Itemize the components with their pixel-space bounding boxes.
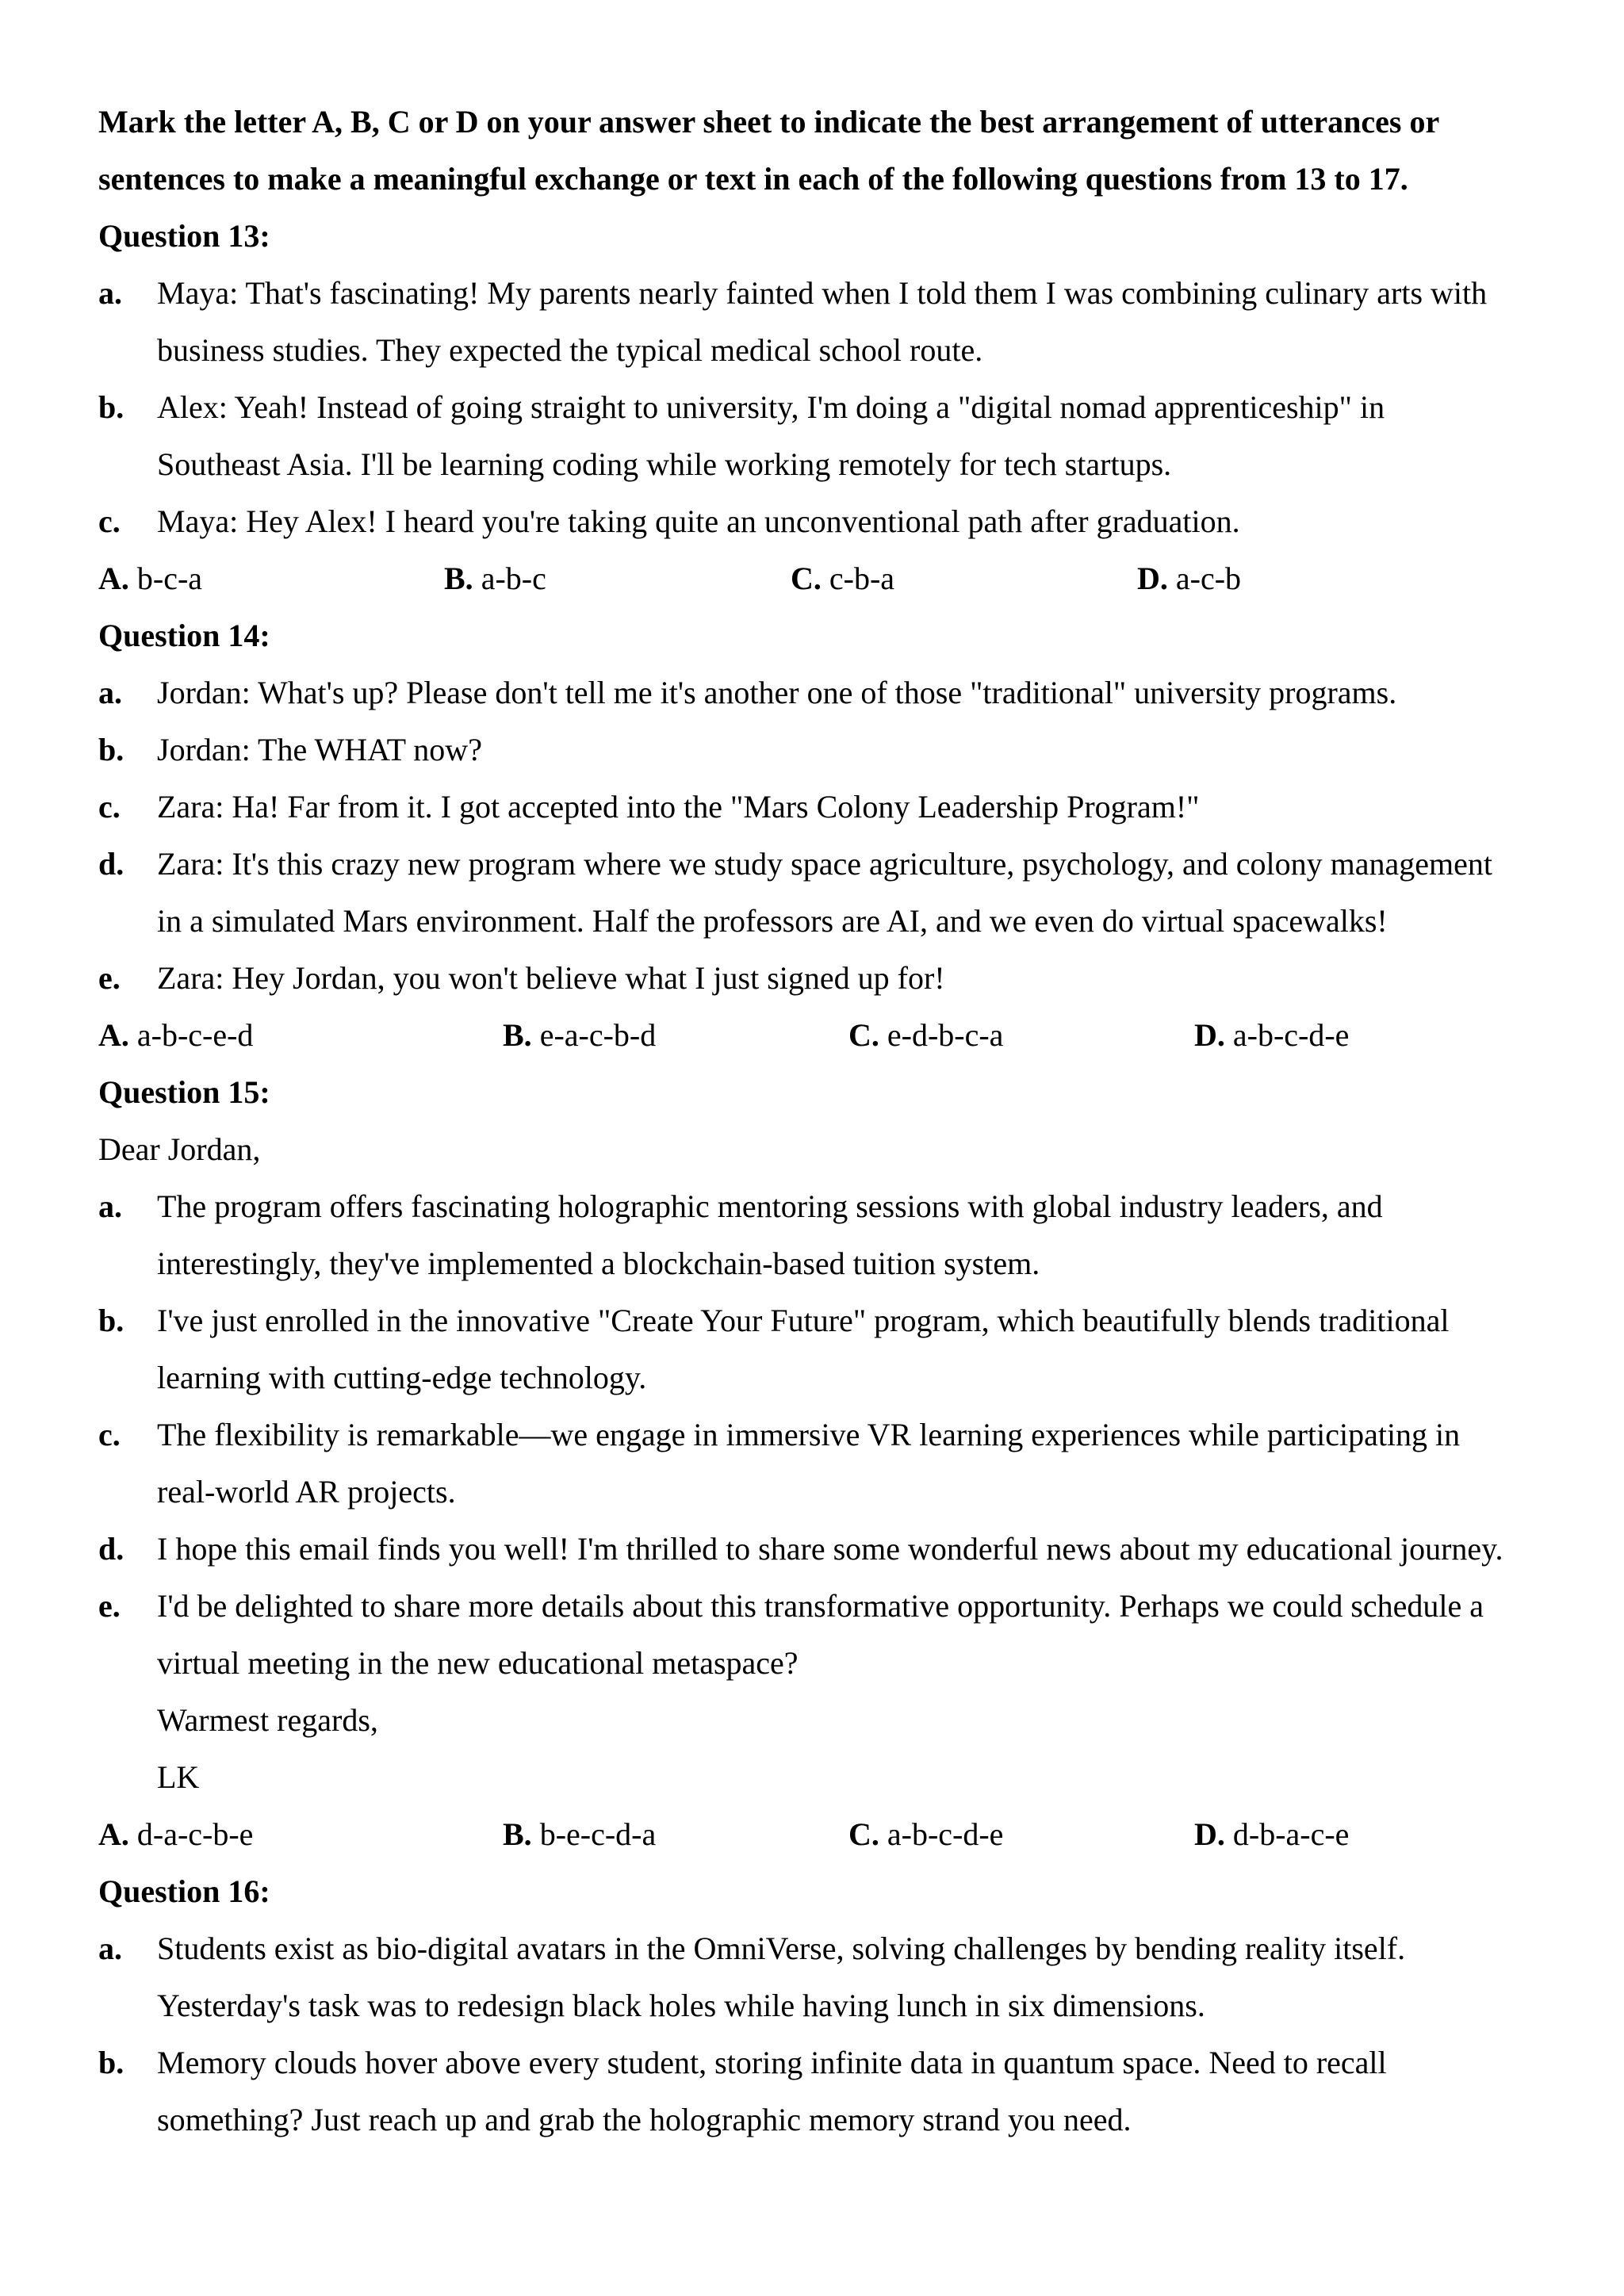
item-letter: b.	[98, 2045, 124, 2080]
letter-signature: LK	[157, 1759, 200, 1795]
item-text: Zara: Ha! Far from it. I got accepted into the "Mars Colony Leadership Program!"	[157, 789, 1200, 825]
option-letter: D.	[1194, 1017, 1225, 1053]
instruction-line-2: sentences to make a meaningful exchange or text in each of the following questions from 13 to 17.	[98, 161, 1408, 197]
item-text-cont: learning with cutting-edge technology.	[157, 1360, 647, 1395]
item-letter: a.	[98, 1931, 122, 1966]
item-letter: a.	[98, 1188, 122, 1224]
q13-item-c	[98, 493, 1549, 550]
item-text: Jordan: What's up? Please don't tell me it's another one of those "traditional" university programs.	[157, 675, 1397, 710]
option-letter: B.	[503, 1017, 532, 1053]
item-text: Students exist as bio-digital avatars in the OmniVerse, solving challenges by bending reality itself.	[157, 1931, 1406, 1966]
q14-option-b[interactable]	[503, 1007, 656, 1064]
item-text-cont: Yesterday's task was to redesign black holes while having lunch in six dimensions.	[157, 1988, 1205, 2023]
item-text: Alex: Yeah! Instead of going straight to university, I'm doing a "digital nomad apprenticeship" in	[157, 389, 1385, 425]
item-text: I hope this email finds you well! I'm thrilled to share some wonderful news about my educational journey.	[157, 1531, 1503, 1567]
option-value: e-a-c-b-d	[539, 1017, 657, 1053]
option-value: a-b-c	[481, 561, 546, 596]
option-value: a-b-c-d-e	[887, 1816, 1004, 1852]
option-value: e-d-b-c-a	[887, 1017, 1004, 1053]
q15-options	[98, 1806, 1549, 1863]
item-text-cont: interestingly, they've implemented a blockchain-based tuition system.	[157, 1246, 1040, 1281]
option-letter: B.	[444, 561, 473, 596]
q13-options	[98, 550, 1549, 607]
option-letter: C.	[848, 1816, 879, 1852]
q15-item-b	[98, 1292, 1549, 1406]
option-letter: D.	[1194, 1816, 1225, 1852]
q15-item-e	[98, 1578, 1549, 1692]
item-text: Memory clouds hover above every student, storing infinite data in quantum space. Need to recall	[157, 2045, 1387, 2080]
option-letter: A.	[98, 1816, 129, 1852]
item-letter: b.	[98, 732, 124, 767]
item-letter: d.	[98, 1531, 124, 1567]
instruction-line-1: Mark the letter A, B, C or D on your answer sheet to indicate the best arrangement of utterances or	[98, 104, 1440, 140]
option-letter: A.	[98, 561, 129, 596]
q16-item-b	[98, 2034, 1549, 2149]
q13-option-c[interactable]	[791, 550, 894, 607]
option-letter: B.	[503, 1816, 532, 1852]
q14-item-c	[98, 779, 1549, 836]
exam-page	[98, 94, 1549, 2149]
q15-item-d	[98, 1521, 1549, 1578]
question-16-title: Question 16:	[98, 1873, 270, 1909]
question-13-title: Question 13:	[98, 218, 270, 254]
item-letter: c.	[98, 789, 121, 825]
item-text-cont: Southeast Asia. I'll be learning coding while working remotely for tech startups.	[157, 446, 1172, 482]
q14-options	[98, 1007, 1549, 1064]
option-letter: D.	[1137, 561, 1168, 596]
option-letter: C.	[791, 561, 822, 596]
option-letter: A.	[98, 1017, 129, 1053]
option-value: a-b-c-e-d	[136, 1017, 254, 1053]
q14-option-d[interactable]	[1194, 1007, 1349, 1064]
item-text-cont: something? Just reach up and grab the holographic memory strand you need.	[157, 2102, 1132, 2137]
q14-option-a[interactable]	[98, 1007, 253, 1064]
item-letter: a.	[98, 275, 122, 311]
item-text: Zara: It's this crazy new program where we study space agriculture, psychology, and colony management	[157, 846, 1493, 882]
question-15-title: Question 15:	[98, 1074, 270, 1110]
option-value: c-b-a	[829, 561, 895, 596]
item-letter: c.	[98, 503, 121, 539]
q14-item-a	[98, 664, 1549, 721]
option-value: a-b-c-d-e	[1232, 1017, 1350, 1053]
item-text-cont: business studies. They expected the typical medical school route.	[157, 332, 983, 368]
question-14-title: Question 14:	[98, 618, 270, 653]
q15-option-c[interactable]	[848, 1806, 1003, 1863]
q13-option-d[interactable]	[1137, 550, 1241, 607]
q15-option-d[interactable]	[1194, 1806, 1349, 1863]
item-text: Maya: That's fascinating! My parents nearly fainted when I told them I was combining culinary arts with	[157, 275, 1488, 311]
q13-item-b	[98, 379, 1549, 493]
q13-option-a[interactable]	[98, 550, 202, 607]
option-value: b-c-a	[136, 561, 203, 596]
q13-option-b[interactable]	[444, 550, 546, 607]
q15-option-b[interactable]	[503, 1806, 656, 1863]
q14-item-b	[98, 721, 1549, 779]
q16-item-a	[98, 1920, 1549, 2034]
item-text-cont: in a simulated Mars environment. Half the professors are AI, and we even do virtual spacewalks!	[157, 903, 1388, 939]
q15-item-c	[98, 1406, 1549, 1521]
item-letter: d.	[98, 846, 124, 882]
item-letter: b.	[98, 1303, 124, 1338]
item-text: I've just enrolled in the innovative "Create Your Future" program, which beautifully blends traditional	[157, 1303, 1450, 1338]
item-letter: c.	[98, 1417, 121, 1452]
q13-item-a	[98, 265, 1549, 379]
q14-item-d	[98, 836, 1549, 950]
letter-greeting: Dear Jordan,	[98, 1131, 261, 1167]
item-text: I'd be delighted to share more details about this transformative opportunity. Perhaps we could schedule a	[157, 1588, 1484, 1624]
letter-closing: Warmest regards,	[157, 1702, 378, 1738]
option-value: d-b-a-c-e	[1232, 1816, 1350, 1852]
option-letter: C.	[848, 1017, 879, 1053]
option-value: d-a-c-b-e	[136, 1816, 254, 1852]
item-text: Zara: Hey Jordan, you won't believe what I just signed up for!	[157, 960, 945, 996]
item-letter: e.	[98, 1588, 121, 1624]
item-text-cont: virtual meeting in the new educational metaspace?	[157, 1645, 799, 1681]
q15-item-a	[98, 1178, 1549, 1292]
option-value: b-e-c-d-a	[539, 1816, 657, 1852]
item-text: The flexibility is remarkable—we engage in immersive VR learning experiences while participating in	[157, 1417, 1461, 1452]
q14-item-e	[98, 950, 1549, 1007]
q15-option-a[interactable]	[98, 1806, 253, 1863]
item-text: The program offers fascinating holographic mentoring sessions with global industry leaders, and	[157, 1188, 1383, 1224]
item-text: Maya: Hey Alex! I heard you're taking quite an unconventional path after graduation.	[157, 503, 1240, 539]
item-letter: b.	[98, 389, 124, 425]
q14-option-c[interactable]	[848, 1007, 1003, 1064]
option-value: a-c-b	[1175, 561, 1242, 596]
item-text: Jordan: The WHAT now?	[157, 732, 482, 767]
item-letter: a.	[98, 675, 122, 710]
item-text-cont: real-world AR projects.	[157, 1474, 456, 1510]
item-letter: e.	[98, 960, 121, 996]
